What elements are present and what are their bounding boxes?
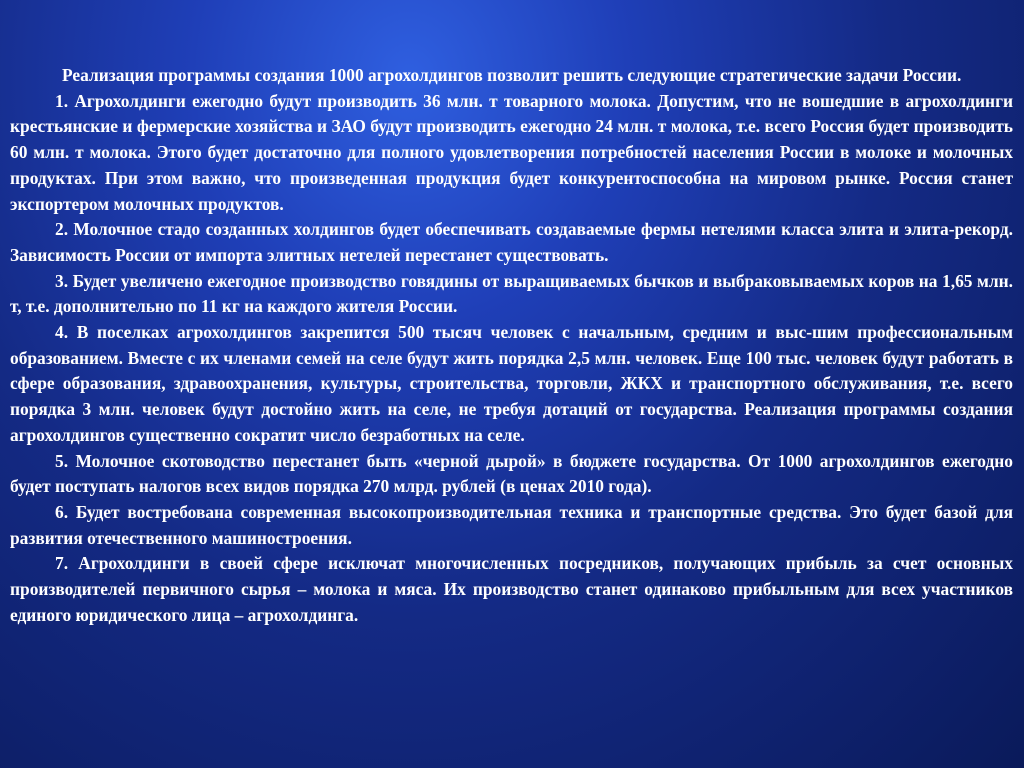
list-item-2: 2. Молочное стадо созданных холдингов будет обеспечивать создаваемые фермы нетелями класса элита и элита-рекорд. Зависимость России от импорта элитных нетелей перестанет существовать. <box>10 219 1013 265</box>
list-item-4: 4. В поселках агрохолдингов закрепится 500 тысяч человек с начальным, средним и выс-шим профессиональным образованием. Вместе с их членами семей на селе будут жить порядка 2,5 млн. человек. Еще 100 тыс. человек будут работать в сфере образования, здравоохранения, культуры, строительства, торговли, ЖКХ и транспортного обслуживания, т.е. всего порядка 3 млн. человек будут достойно жить на селе, не требуя дотаций от государства. Реализация программы создания агрохолдингов существенно сократит число безработных на селе. <box>10 322 1013 445</box>
intro-paragraph: Реализация программы создания 1000 агрохолдингов позволит решить следующие стратегические задачи России. <box>62 65 962 85</box>
list-item-1: 1. Агрохолдинги ежегодно будут производить 36 млн. т товарного молока. Допустим, что не вошедшие в агрохолдинги крестьянские и фермерские хозяйства и ЗАО будут производить ежегодно 24 млн. т молока, т.е. всего Россия будет производить 60 млн. т молока. Этого будет достаточно для полного удовлетворения потребностей населения России в молоке и молочных продуктах. При этом важно, что произведенная продукция будет конкурентоспособна на мировом рынке. Россия станет экспортером молочных продуктов. <box>10 90 1013 214</box>
slide-text-body <box>10 63 1013 628</box>
list-item-7: 7. Агрохолдинги в своей сфере исключат многочисленных посредников, получающих прибыль за счет основных производителей первичного сырья – молока и мяса. Их производство станет одинаково прибыльным для всех участников единого юридического лица – агрохолдинга. <box>10 553 1013 625</box>
list-item-5: 5. Молочное скотоводство перестанет быть «черной дырой» в бюджете государства. От 1000 агрохолдингов ежегодно будет поступать налогов всех видов порядка 270 млрд. рублей (в ценах 2010 года). <box>10 450 1013 497</box>
list-item-6: 6. Будет востребована современная высокопроизводительная техника и транспортные средства. Это будет базой для развития отечественного машиностроения. <box>10 501 1013 548</box>
list-item-3: 3. Будет увеличено ежегодное производство говядины от выращиваемых бычков и выбраковываемых коров на 1,65 млн. т, т.е. дополнительно по 11 кг на каждого жителя России. <box>10 270 1013 317</box>
